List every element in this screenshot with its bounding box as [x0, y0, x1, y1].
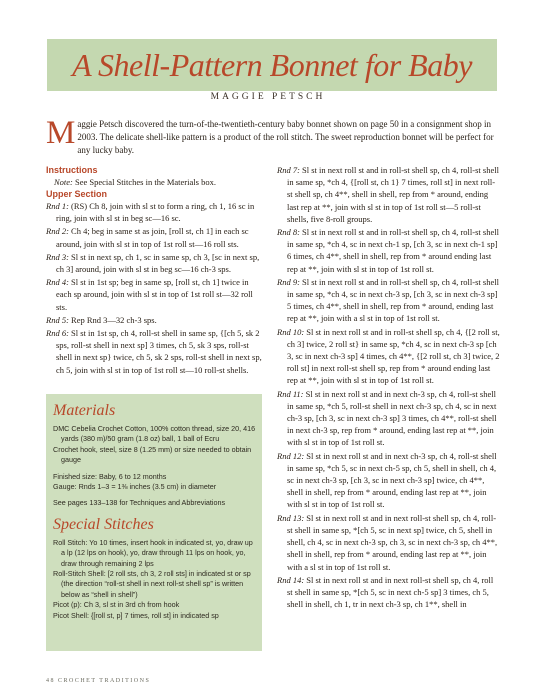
materials-lines	[53, 424, 258, 466]
note-text: See Special Stitches in the Materials box.	[72, 177, 216, 187]
special-stitch-item: Picot (p): Ch 3, sl st in 3rd ch from hook	[53, 600, 180, 610]
round-label: Rnd 12:	[277, 450, 305, 461]
materials-heading: Materials	[53, 402, 116, 419]
round-item	[277, 164, 500, 225]
intro-text: aggie Petsch discovered the turn-of-the-twentieth-century baby bonnet shown on page 50 in a consignment shop in 2003. The delicate shell-like pattern is a product of the roll stitch. The sweet reproduction bonnet will be perfect for any lucky baby.	[77, 119, 494, 155]
materials-line: DMC Cebelia Crochet Cotton, 100% cotton thread, size 20, 416 yards (380 m)/50 gram (1.8 oz) ball, 1 ball of Ecru	[53, 424, 256, 444]
round-label: Rnd 5:	[46, 314, 69, 325]
round-item	[277, 326, 500, 387]
round-text: Sl st in 1st sp; beg in same sp, [roll st, ch 1] twice in each sp around, join with sl st in top of 1st roll st—32 roll sts.	[56, 277, 253, 312]
round-text: Sl st in next roll st and in next roll-st shell sp, ch 4, roll st shell in same sp, *[ch 5, sc in next ch-5 sp] 3 times, ch 5, shell in shell, ch 1, tr in next ch-3 sp, ch 1**, shell in	[287, 574, 494, 610]
left-rounds-list	[46, 200, 264, 376]
round-item	[277, 226, 500, 275]
special-stitch-item: Roll Stitch: Yo 10 times, insert hook in indicated st, yo, draw up a lp (12 lps on hook), yo, draw through 11 lps on hook, yo, draw through remaining 2 lps	[53, 537, 253, 568]
special-stitches-heading: Special Stitches	[53, 515, 154, 533]
round-item	[277, 388, 500, 449]
right-rounds-list	[277, 164, 500, 610]
round-item	[46, 327, 264, 376]
round-text: Sl st in next roll st and in next ch-3 sp, ch 4, roll-st shell in same sp, *ch 5, sc in next ch-5 sp, ch 5, shell in shell, ch 4, sc in next ch-3 sp, [ch 3, sc in next ch-3 sp] twice, ch 4**, shell in shell, rep from * around, ending last rep at **, join with sl st in top of 1st roll st.	[287, 450, 497, 510]
round-label: Rnd 2:	[46, 226, 69, 237]
round-item	[277, 276, 500, 325]
instructions-heading: Instructions	[46, 165, 98, 175]
special-stitch-item: Picot Shell: {[roll st, p] 7 times, roll st] in indicated sp	[53, 610, 219, 620]
see-pages: See pages 133–138 for Techniques and Abbreviations	[53, 498, 226, 508]
instructions-note	[46, 176, 264, 188]
round-label: Rnd 9:	[277, 276, 300, 287]
round-text: Sl st in next roll st and in roll-st shell sp, ch 4, {[2 roll st, ch 3] twice, 2 roll st} in same sp, *ch 4, sc in next ch-3 sp [ch 3, sc in next ch-3 sp] 4 times, ch 4**, {[2 roll st, ch 3] twice, 2 roll st] in next roll-st shell sp, rep from * around ending last rep at **, join with sl st in top of 1st roll st.	[287, 326, 500, 386]
round-item	[46, 200, 264, 224]
page-title: A Shell-Pattern Bonnet for Baby	[72, 47, 472, 83]
round-text: Ch 4; beg in same st as join, [roll st, ch 1] in each sc around, join with sl st in top of 1st roll st—16 roll sts.	[56, 226, 249, 249]
round-text: Sl st in next roll st and in next ch-3 sp, ch 4, roll-st shell in same sp, *ch 5, roll-st shell in next ch-3 sp, ch 4, sc in next ch-3 sp, [ch 3, sc in next ch-3 sp] 3 times, ch 4**, roll-st shell in next ch-3 sp, rep from * around, ending last rep at **, join with sl st in top of 1st roll st.	[287, 388, 497, 448]
round-text: Sl st in next roll st and in roll-st shell sp, ch 4, roll-st shell in same sp, *ch 4, sc in next ch-1 sp, [ch 3, sc in next ch-1 sp] 6 times, ch 4**, shell in shell, rep from * around ending last rep at **, join with sl st in top of 1st roll st.	[287, 227, 499, 274]
round-item	[277, 574, 500, 611]
drop-cap: M	[46, 115, 76, 151]
author-byline: MAGGIE PETSCH	[210, 92, 326, 102]
round-text: Sl st in next roll st and in roll-st shell sp, ch 4, roll-st shell in same sp, *ch 4, {[roll st, ch 1} 7 times, roll st] in next roll-st shell sp, ch 4**, shell in shell, rep from * around, ending last rep at **, join with sl st in top of 1st roll st—5 roll-st shells, five 8-roll groups.	[287, 165, 499, 224]
instructions-right-column	[277, 164, 500, 611]
round-label: Rnd 7:	[277, 165, 300, 175]
round-label: Rnd 4:	[46, 277, 69, 288]
section-heading: Upper Section	[46, 189, 108, 199]
round-item	[46, 225, 264, 249]
round-item	[277, 512, 500, 573]
round-label: Rnd 8:	[277, 227, 300, 238]
finished-size: Finished size: Baby, 6 to 12 months	[53, 471, 167, 481]
round-text: Sl st in next sp, ch 1, sc in same sp, ch 3, [sc in next sp, ch 3] around, join with sl st in beg sc—16 ch-3 sps.	[56, 251, 260, 275]
round-text: Rep Rnd 3—32 ch-3 sps.	[68, 314, 157, 325]
round-label: Rnd 3:	[46, 251, 69, 262]
round-item	[46, 276, 264, 313]
round-item	[46, 251, 264, 275]
materials-line: Crochet hook, steel, size 8 (1.25 mm) or size needed to obtain gauge	[53, 444, 252, 465]
round-label: Rnd 14:	[277, 574, 305, 585]
round-text: Sl st in 1st sp, ch 4, roll-st shell in same sp, {[ch 5, sk 2 sps, roll-st shell in next sp] 3 times, ch 5, sk 3 sps, roll-st shell in next sp} twice, ch 5, sk 2 sps, roll-st shell in next sp, ch 5, join with sl st in top of 1st roll st—10 roll-st shells.	[56, 328, 262, 375]
round-item	[277, 450, 500, 511]
instructions-left-column	[46, 164, 264, 377]
round-label: Rnd 10:	[277, 326, 305, 337]
page-footer: 48 CROCHET TRADITIONS	[46, 678, 151, 684]
round-text: (RS) Ch 8, join with sl st to form a ring, ch 1, 16 sc in ring, join with sl st in beg sc—16 sc.	[56, 201, 255, 224]
round-text: Sl st in next roll st and in roll-st shell sp, ch 4, roll-st shell in same sp, *ch 4, sc in next ch-3 sp, [ch 3, sc in next ch-3 sp] 5 times, ch 4**, shell in shell, rep from * around, ending last rep at **, join with a sl st in top of 1st roll st.	[287, 276, 499, 324]
round-text: Sl st in next roll st and in next roll-st shell sp, ch 4, roll-st shell in same sp, *[ch 5, sc in next sp] twice, ch 5, shell in shell, ch 4, sc in next ch-3 sp, ch 3, sc in next ch-3 sp, ch 4**, shell in shell, rep from * around, ending last rep at **, join with a sl st in top of 1st roll st.	[287, 512, 498, 572]
round-label: Rnd 6:	[46, 328, 69, 339]
special-stitches-list	[53, 538, 258, 621]
round-label: Rnd 11:	[277, 388, 304, 399]
round-label: Rnd 1:	[46, 201, 69, 211]
special-stitch-item: Roll-Stitch Shell: [2 roll sts, ch 3, 2 roll sts] in indicated st or sp (the direction “roll-st shell in next roll-st shell sp” is written below as “shell in shell”)	[53, 569, 251, 599]
materials-text	[53, 424, 258, 509]
materials-box	[46, 394, 262, 651]
intro-paragraph	[46, 115, 498, 157]
round-label: Rnd 13:	[277, 512, 305, 523]
materials-box-inner	[53, 400, 258, 621]
note-label: Note:	[54, 177, 73, 187]
gauge: Gauge: Rnds 1–3 = 1⅜ inches (3.5 cm) in diameter	[53, 482, 217, 492]
round-item	[46, 314, 264, 326]
